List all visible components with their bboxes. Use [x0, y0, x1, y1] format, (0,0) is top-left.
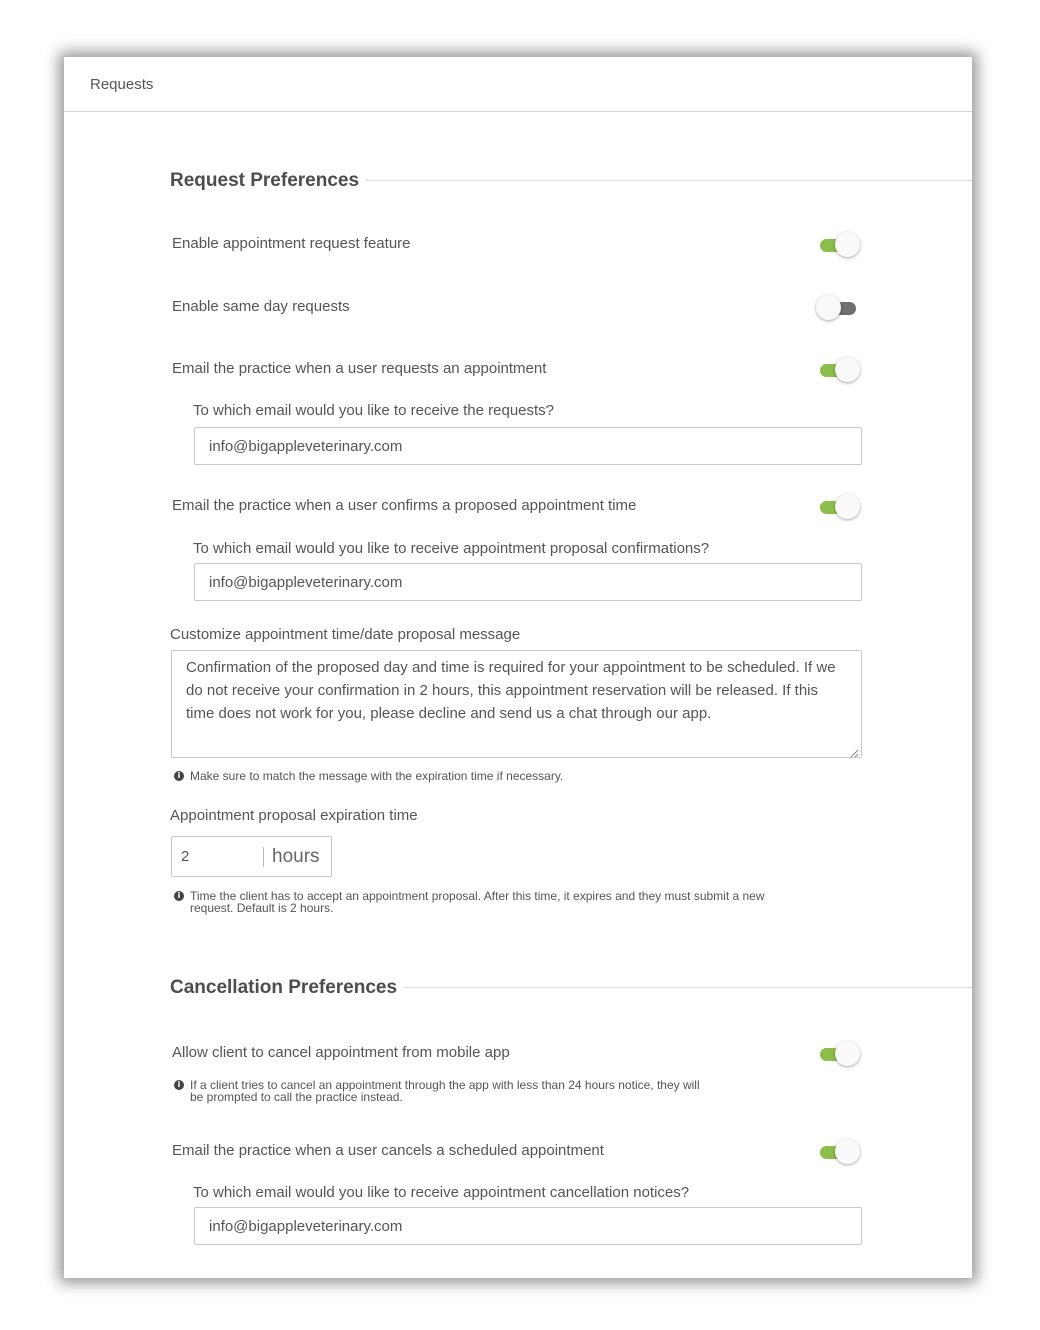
- expiration-help-line1: Time the client has to accept an appointment proposal. After this time, it expires and they must submit a new: [190, 889, 765, 903]
- toggle-knob: [816, 295, 841, 320]
- cancel-email-input[interactable]: [194, 1207, 862, 1245]
- card-header: [64, 57, 972, 112]
- allow-cancel-toggle[interactable]: [818, 1041, 860, 1067]
- section-divider: [366, 180, 972, 181]
- allow-cancel-help: [174, 1079, 834, 1103]
- request-email-question: To which email would you like to receive the requests?: [193, 402, 555, 419]
- toggle-knob: [835, 232, 860, 257]
- allow-cancel-help-line1: If a client tries to cancel an appointment through the app with less than 24 hours notice, they will: [190, 1078, 700, 1092]
- email-on-cancel-toggle[interactable]: [818, 1139, 860, 1165]
- enable-request-feature-toggle[interactable]: [818, 232, 860, 258]
- allow-cancel-label: Allow client to cancel appointment from mobile app: [172, 1044, 510, 1061]
- toggle-knob: [835, 494, 860, 519]
- confirm-email-question: To which email would you like to receive appointment proposal confirmations?: [193, 540, 710, 557]
- expiration-hours-input[interactable]: [172, 847, 263, 866]
- section-divider: [404, 987, 972, 988]
- proposal-message-label: Customize appointment time/date proposal message: [170, 626, 521, 643]
- info-icon: i: [174, 1080, 184, 1090]
- expiration-help: [174, 890, 894, 914]
- expiration-stepper: [171, 836, 332, 877]
- proposal-message-help: [174, 770, 874, 782]
- allow-cancel-help-text: [190, 1079, 700, 1103]
- expiration-unit: hours: [272, 845, 320, 867]
- email-on-request-toggle[interactable]: [818, 357, 860, 383]
- email-on-request-label: Email the practice when a user requests an appointment: [172, 360, 547, 377]
- cancel-email-question: To which email would you like to receive appointment cancellation notices?: [193, 1184, 690, 1201]
- info-icon: i: [174, 771, 184, 781]
- proposal-message-help-text: Make sure to match the message with the expiration time if necessary.: [190, 769, 564, 783]
- requests-settings-card: [64, 57, 972, 1278]
- resize-grip-icon[interactable]: [849, 745, 859, 755]
- email-on-confirm-label: Email the practice when a user confirms a proposed appointment time: [172, 497, 637, 514]
- expiration-label: Appointment proposal expiration time: [170, 807, 418, 824]
- page-title: Requests: [90, 75, 154, 93]
- request-email-input[interactable]: [194, 427, 862, 465]
- section-title-request-preferences: Request Preferences: [170, 170, 360, 191]
- toggle-knob: [835, 1041, 860, 1066]
- email-on-cancel-label: Email the practice when a user cancels a scheduled appointment: [172, 1142, 604, 1159]
- same-day-requests-label: Enable same day requests: [172, 298, 350, 315]
- same-day-requests-toggle[interactable]: [816, 295, 858, 321]
- section-title-cancellation-preferences: Cancellation Preferences: [170, 977, 398, 998]
- enable-request-feature-label: Enable appointment request feature: [172, 235, 411, 252]
- email-on-confirm-toggle[interactable]: [818, 494, 860, 520]
- allow-cancel-help-line2: be prompted to call the practice instead.: [190, 1090, 403, 1104]
- unit-divider: [263, 847, 264, 867]
- info-icon: i: [174, 891, 184, 901]
- confirm-email-input[interactable]: [194, 563, 862, 601]
- expiration-help-line2: request. Default is 2 hours.: [190, 901, 334, 915]
- expiration-help-text: [190, 890, 765, 914]
- toggle-knob: [835, 357, 860, 382]
- proposal-message-textarea[interactable]: [171, 650, 862, 758]
- toggle-knob: [835, 1139, 860, 1164]
